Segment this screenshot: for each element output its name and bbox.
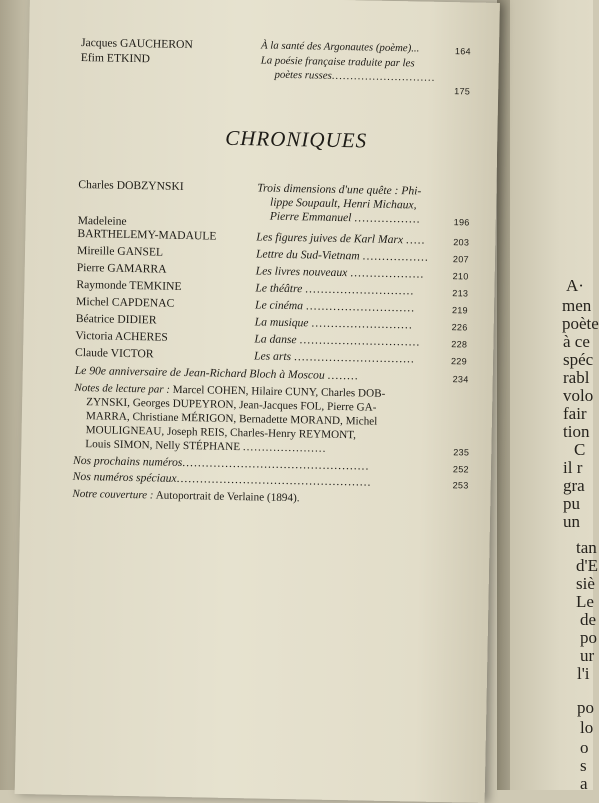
leader-dots: ................. — [362, 249, 430, 264]
facing-text-fragment: l'i — [577, 664, 590, 683]
contents-page — [15, 0, 500, 803]
facing-text-fragment: o — [580, 738, 589, 757]
author-name: Jacques GAUCHERON — [80, 35, 193, 52]
facing-text-fragment: rabl — [563, 368, 590, 387]
speciaux-entry — [73, 470, 372, 489]
facing-text-fragment: volo — [563, 386, 594, 405]
work-title: À la santé des Argonautes (poème)... — [260, 39, 420, 55]
author-name: Mireille GANSEL — [76, 243, 164, 259]
work-title — [256, 230, 425, 246]
work-title — [255, 298, 415, 314]
work-title — [254, 332, 420, 348]
work-title-cont: Les figures juives de Karl Marx — [256, 230, 404, 247]
notes-text: Marcel COHEN, Hilaire CUNY, Charles DOB- — [169, 383, 386, 400]
facing-text-fragment: à ce — [563, 332, 590, 351]
facing-text-fragment: a — [580, 774, 588, 793]
facing-text-fragment: fair — [563, 404, 587, 423]
anniversary-text: Le 90e anniversaire de Jean-Richard Bloch à Moscou — [74, 363, 325, 382]
facing-text-fragment: ur — [580, 646, 595, 665]
page-number: 219 — [451, 305, 469, 316]
leader-dots: ................................................ — [182, 456, 370, 473]
work-title-cont: Lettre du Sud-Vietnam — [255, 247, 360, 263]
leader-dots: .......................... — [311, 316, 413, 332]
work-title-cont: Les arts — [253, 349, 292, 364]
prochains-text: Nos prochains numéros — [72, 453, 183, 470]
cover-label: Notre couverture : — [72, 487, 154, 502]
work-title-cont: La danse — [254, 332, 297, 347]
work-title: Trois dimensions d'une quête : Phi- — [257, 181, 422, 198]
cover-note — [72, 487, 299, 505]
page-number: 207 — [452, 254, 470, 265]
page-number: 210 — [452, 271, 469, 282]
anniversary-entry — [75, 364, 359, 382]
section-title: CHRONIQUES — [225, 125, 368, 153]
leader-dots: ...................... — [242, 441, 327, 455]
author-name: Victoria ACHERES — [75, 328, 168, 344]
page-number: 175 — [454, 86, 471, 97]
leader-dots: ................... — [350, 266, 425, 281]
notes-line: ZYNSKI, Georges DUPEYRON, Jean-Jacques FOL, Pierre GA- — [86, 396, 377, 414]
work-title-cont: Pierre Emmanuel — [269, 209, 352, 225]
leader-dots: ............................ — [305, 299, 416, 315]
leader-dots: ............................... — [299, 333, 421, 349]
page-number: 226 — [451, 322, 468, 333]
work-title-cont: Le cinéma — [254, 298, 304, 313]
facing-text-fragment: de — [580, 610, 597, 629]
page-number: 228 — [451, 339, 468, 350]
facing-text-fragment: po — [580, 628, 597, 647]
facing-text-fragment: tan — [576, 538, 597, 557]
work-title — [274, 69, 435, 84]
facing-text-fragment: d'E — [576, 556, 598, 575]
work-title — [256, 247, 429, 263]
facing-text-fragment: pu — [563, 494, 580, 513]
facing-text-fragment: tion — [563, 422, 590, 441]
notes-line: MOULIGNEAU, Joseph REIS, Charles-Henry REYMONT, — [85, 424, 357, 442]
leader-dots: ............................ — [331, 69, 436, 84]
page-number: 229 — [450, 356, 468, 367]
facing-text-fragment: siè — [576, 574, 595, 593]
page-number: 253 — [452, 480, 469, 491]
page-number: 235 — [453, 447, 470, 458]
notes-text: Louis SIMON, Nelly STÉPHANE — [85, 438, 241, 454]
author-name: Michel CAPDENAC — [75, 294, 175, 310]
leader-dots: ..... — [405, 233, 426, 247]
facing-text-fragment: un — [563, 512, 580, 531]
work-title-cont: La musique — [254, 315, 309, 330]
page-number: 196 — [453, 217, 470, 228]
page-number: 164 — [454, 46, 471, 57]
facing-text-fragment: lo — [580, 718, 594, 737]
page-number: 252 — [452, 464, 469, 475]
work-title: La poésie française traduite par les — [260, 54, 415, 70]
author-name: Pierre GAMARRA — [76, 260, 167, 276]
author-name: Raymonde TEMKINE — [76, 277, 182, 293]
work-title — [256, 264, 425, 280]
page-number: 213 — [452, 288, 469, 299]
facing-page — [510, 0, 599, 793]
leader-dots: ................. — [354, 211, 421, 226]
speciaux-text: Nos numéros spéciaux — [72, 469, 177, 485]
facing-text-fragment: s — [580, 756, 587, 775]
facing-text-fragment: men — [562, 296, 592, 315]
author-name: Charles DOBZYNSKI — [78, 177, 184, 193]
work-title: lippe Soupault, Henri Michaux, — [269, 195, 417, 212]
facing-text-fragment: il r — [563, 458, 583, 477]
leader-dots: .................................................. — [176, 471, 372, 489]
facing-text-fragment: Le — [576, 592, 594, 611]
author-name: Claude VICTOR — [75, 345, 154, 361]
work-title-cont: poètes russes — [274, 68, 332, 82]
leader-dots: ............................ — [305, 282, 415, 298]
author-name: Béatrice DIDIER — [75, 311, 157, 327]
leader-dots: ............................... — [293, 350, 416, 366]
notes-label: Notes de lecture par : — [74, 381, 171, 396]
notes-line: MARRA, Christiane MÉRIGON, Bernadette MORAND, Michel — [85, 410, 378, 428]
facing-text-fragment: spéc — [563, 350, 594, 369]
work-title — [255, 281, 414, 297]
work-title-cont: Le théâtre — [255, 281, 303, 296]
page-number: 203 — [453, 237, 470, 248]
work-title — [254, 349, 415, 365]
facing-text-fragment: C — [574, 440, 586, 459]
leader-dots: ........ — [327, 368, 359, 383]
work-title — [255, 315, 413, 331]
author-name: BARTHELEMY-MADAULE — [77, 226, 217, 243]
facing-text-fragment: po — [577, 698, 594, 717]
author-name: Efim ETKIND — [80, 50, 151, 66]
cover-text: Autoportrait de Verlaine (1894). — [153, 489, 300, 505]
facing-text-fragment: gra — [563, 476, 585, 495]
work-title-cont: Les livres nouveaux — [255, 264, 348, 280]
author-name: Madeleine — [77, 213, 127, 228]
facing-text-fragment: poète — [562, 314, 599, 333]
page-number: 234 — [452, 374, 469, 385]
facing-text-fragment: A· — [566, 276, 584, 295]
work-title — [270, 210, 421, 226]
